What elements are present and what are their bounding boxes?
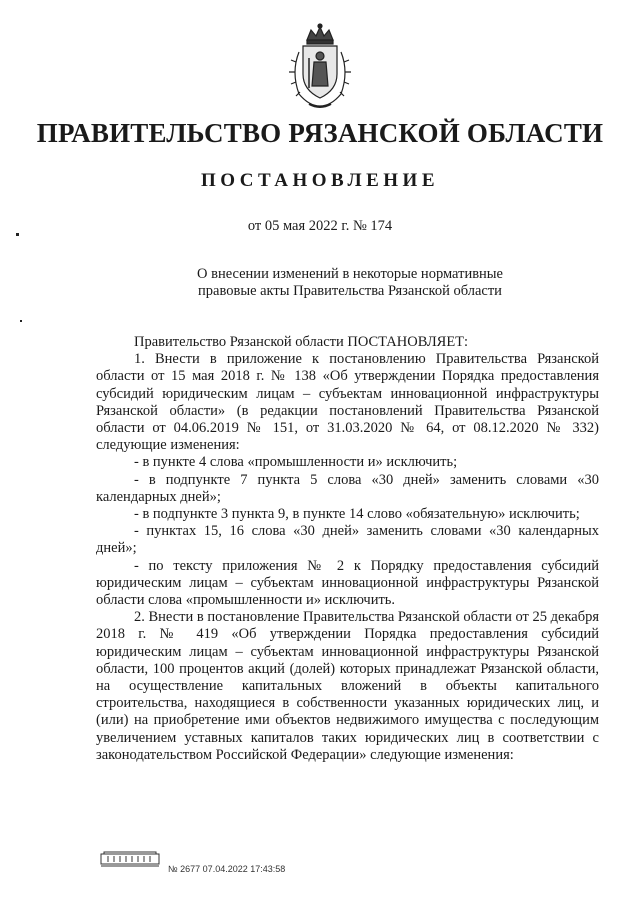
printing-house-stamp-icon <box>100 850 160 868</box>
document-subject <box>170 266 530 300</box>
item-1: 1. Внести в приложение к постановлению Правительства Рязанской области от 15 мая 2018 г. № 138 «Об утверждении Порядка предоставления субсидий юридическим лицам – субъектам инновационной инфраструктуры Рязанской области» (в редакции постановлений Правительства Рязанской области от 04.06.2019 № 151, от 31.03.2020 № 64, от 08.12.2020 № 332) следующие изменения: <box>96 351 599 454</box>
item-1-change-1: - в пункте 4 слова «промышленности и» исключить; <box>134 454 458 471</box>
subject-line-2: правовые акты Правительства Рязанской области <box>198 283 502 299</box>
item-2: 2. Внести в постановление Правительства Рязанской области от 25 декабря 2018 г. № 419 «Об утверждении Порядка предоставления субсидий юридическим лицам – субъектам инновационной инфраструктуры Рязанской области, 100 процентов акций (долей) которых принадлежат Рязанской области, на осуществление капитальных вложений в объекты капитального строительства, находящиеся в собственности указанных юридических лиц, и (или) на приобретение ими объектов недвижимого имущества с последующим увеличением уставных капиталов таких юридических лиц в соответствии с законодательством Российской Федерации» следующие изменения: <box>96 609 599 763</box>
registration-code: № 2677 07.04.2022 17:43:58 <box>168 864 286 874</box>
document-type-title: ПОСТАНОВЛЕНИЕ <box>200 170 440 191</box>
item-1-change-4: - пунктах 15, 16 слова «30 дней» заменить словами «30 календарных дней»; <box>96 523 599 557</box>
subject-line-1: О внесении изменений в некоторые нормативные <box>197 266 503 282</box>
date-and-number: от 05 мая 2022 г. № 174 <box>247 218 393 234</box>
scan-speck <box>16 233 19 236</box>
document-body <box>96 334 599 764</box>
ryazan-coat-of-arms-icon <box>285 22 355 110</box>
scan-speck <box>20 320 22 322</box>
item-1-change-2: - в подпункте 7 пункта 5 слова «30 дней» заменить словами «30 календарных дней»; <box>96 471 599 505</box>
item-1-change-5: - по тексту приложения № 2 к Порядку предоставления субсидий юридическим лицам – субъектам инновационной инфраструктуры Рязанской области слова «промышленности и» исключить. <box>96 557 599 609</box>
item-1-change-3: - в подпункте 3 пункта 9, в пункте 14 слово «обязательную» исключить; <box>134 506 580 523</box>
preamble: Правительство Рязанской области ПОСТАНОВЛЯЕТ: <box>134 334 469 350</box>
organization-title: ПРАВИТЕЛЬСТВО РЯЗАНСКОЙ ОБЛАСТИ <box>36 118 604 148</box>
